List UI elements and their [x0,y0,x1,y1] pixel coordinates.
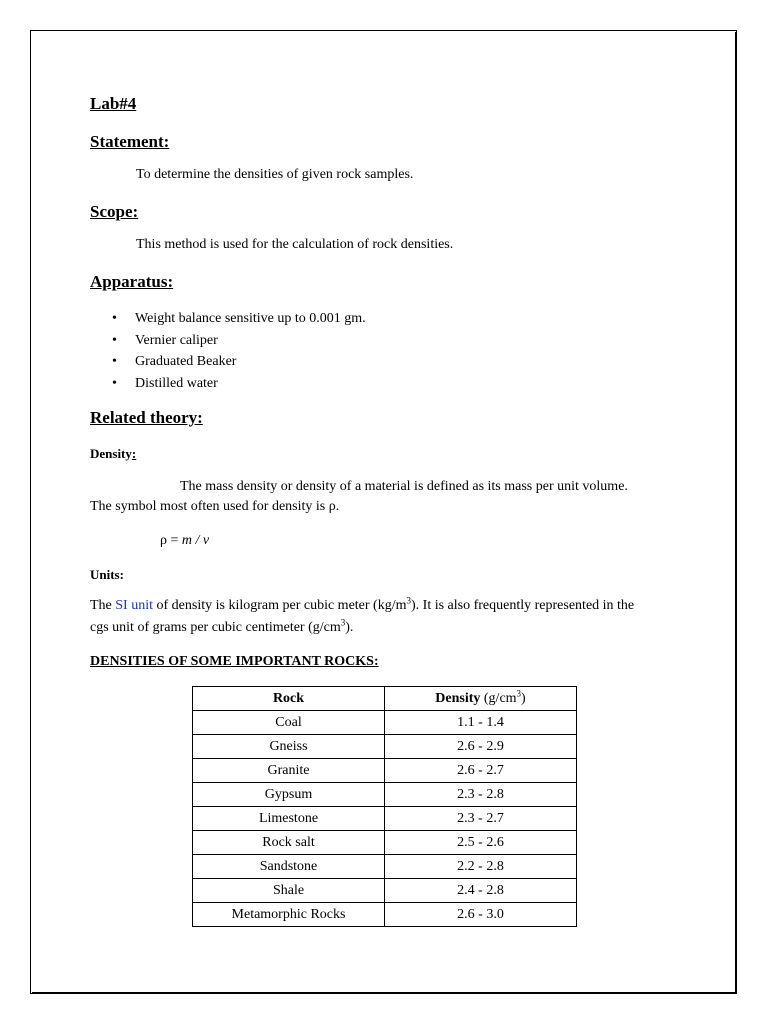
bullet-icon: • [112,311,117,326]
table-row [193,879,577,903]
theory-heading: Related theory: [90,408,203,427]
column-header-density: Density $(g/cm^3)$ [385,687,577,711]
density-value-cell: 2.5 - 2.6 [385,831,577,855]
list-item: • Graduated Beaker [90,351,366,373]
table-row [193,903,577,927]
lab-title: Lab#4 [90,94,137,113]
table-row [193,855,577,879]
density-value-cell: 2.3 - 2.8 [385,783,577,807]
scope-heading: Scope: [90,202,139,221]
column-header-rock: Rock [193,687,385,711]
table-heading: DENSITIES OF SOME IMPORTANT ROCKS: [90,654,379,669]
apparatus-list [90,308,366,394]
rock-density-table [192,686,577,927]
scope-text: This method is used for the calculation of rock densities. [136,237,454,252]
rock-name-cell: Limestone [193,807,385,831]
rock-name-cell: Sandstone [193,855,385,879]
rock-name-cell: Coal [193,711,385,735]
rock-name-cell: Gneiss [193,735,385,759]
density-definition-line1: The mass density or density of a material is defined as its mass per unit volume. [180,479,628,494]
density-value-cell: 2.3 - 2.7 [385,807,577,831]
density-value-cell: 1.1 - 1.4 [385,711,577,735]
units-line1: The SI unit of density is kilogram per cubic meter $(kg/m^3)$. It is also frequently represented in the [90,595,635,613]
bullet-icon: • [112,375,117,391]
units-line2: cgs unit of grams per cubic centimeter $(g/cm^3)$. [90,617,354,635]
table-row [193,783,577,807]
density-value-cell: 2.6 - 3.0 [385,903,577,927]
density-definition-line2: The symbol most often used for density is ρ. [90,499,340,514]
density-label: Density: [90,446,137,461]
bullet-icon: • [112,354,117,369]
rock-name-cell: Gypsum [193,783,385,807]
density-value-cell: 2.2 - 2.8 [385,855,577,879]
table-row [193,759,577,783]
list-item: • Vernier caliper [90,330,366,352]
rock-name-cell: Rock salt [193,831,385,855]
density-value-cell: 2.6 - 2.7 [385,759,577,783]
statement-heading: Statement: [90,132,170,151]
rock-name-cell: Shale [193,879,385,903]
table-row [193,711,577,735]
rock-name-cell: Granite [193,759,385,783]
statement-text: To determine the densities of given rock samples. [136,167,414,182]
apparatus-heading: Apparatus: [90,272,174,291]
table-row [193,807,577,831]
list-item: • Distilled water [90,373,366,395]
bullet-icon: • [112,332,117,348]
table-body [193,711,577,927]
si-unit-link[interactable]: SI unit [115,598,153,613]
density-formula: ρ = m / v [160,533,210,548]
list-item: • Weight balance sensitive up to 0.001 gm. [90,308,366,330]
table-header-row [193,687,577,711]
table-row [193,831,577,855]
density-value-cell: 2.6 - 2.9 [385,735,577,759]
rock-name-cell: Metamorphic Rocks [193,903,385,927]
table-row [193,735,577,759]
density-value-cell: 2.4 - 2.8 [385,879,577,903]
units-label: Units: [90,567,124,582]
